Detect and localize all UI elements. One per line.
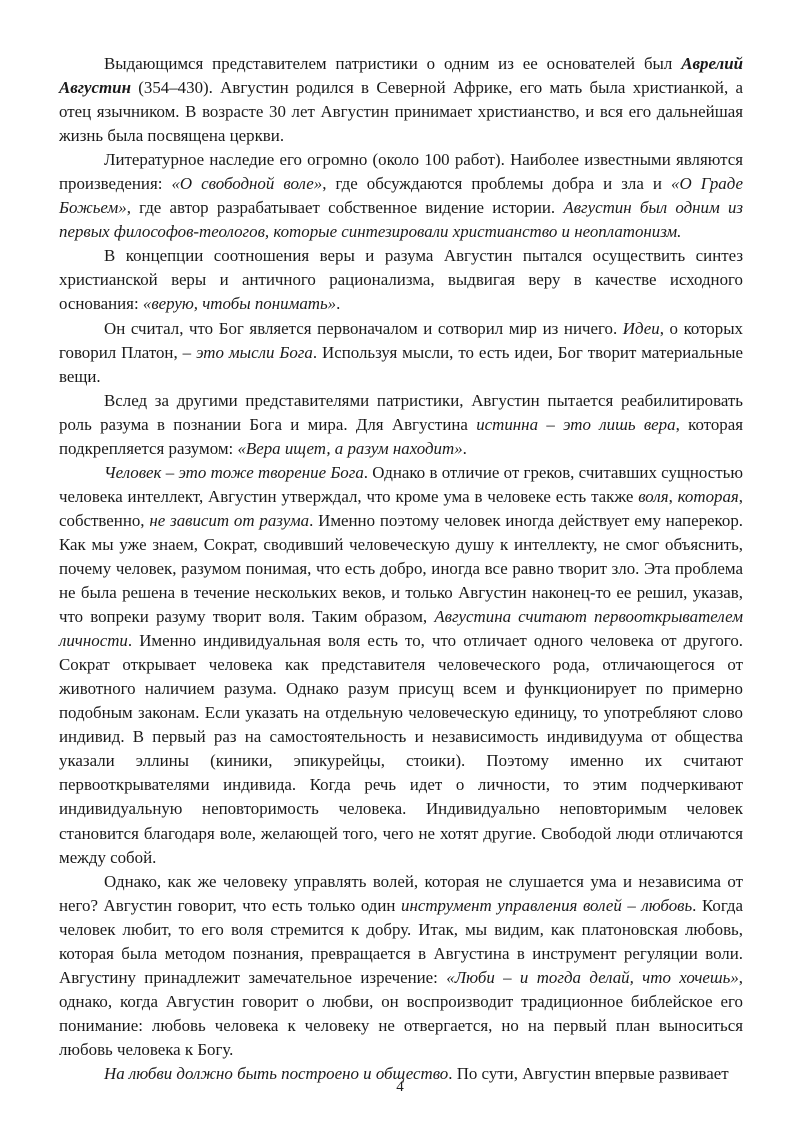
text-run: . Однако в отличие от греков, считавших сущностью человека интеллект, Августин утверждал, что кроме ума в человеке есть также [59,462,743,506]
text-run: Выдающимся представителем патристики о одним из ее основателей был [104,54,682,73]
text-run: , которая подкрепляется разумом: [59,414,743,458]
text-run: Он считал, что Бог является первоначалом и сотворил мир из ничего. [104,318,623,338]
text-run: . Когда человек любит, то его воля стремится к добру. Итак, мы видим, как платоновская любовь, которая была методом познания, превращается в Августина в инструмент регуляции воли. Августину принадлежит замечательное изречение: [59,895,744,987]
text-run: В концепции соотношения веры и разума Августин пытался осуществить синтез христианской веры и античного рационализма, выдвигая веру в качестве исходного основания: [59,246,743,314]
text-run: , где автор разрабатывает собственное видение истории. [126,198,564,218]
text-run: На любви должно быть построено и общество [104,1063,449,1083]
text-run: . [462,438,467,458]
text-run: Августин был одним из первых философов-теологов, которые синтезировали христианство и неоплатонизм. [59,198,743,242]
text-run: «Люби – и тогда делай, что хочешь» [446,967,739,987]
text-run: . По сути, Августин впервые развивает [448,1063,729,1083]
text-run: не зависит от разума [149,510,310,530]
text-run: инструмент управления волей – любовь [401,895,693,915]
text-run: Вслед за другими представителями патристики, Августин пытается реабилитировать роль разума в познании Бога и мира. Для Августина [59,390,743,434]
text-run: «О Граде Божьем» [59,174,743,218]
text-run: . [336,294,341,314]
text-run: «О свободной воле» [171,174,323,194]
text-run: истинна – это лишь вера [476,414,676,434]
text-run: . Используя мысли, то есть идеи, Бог творит материальные вещи. [59,342,743,386]
paragraph [59,870,743,1062]
paragraph [59,389,743,461]
paragraph [59,244,743,316]
text-run: Аврелий Августин [59,54,743,98]
paragraph [59,52,743,148]
paragraph [59,461,743,870]
text-run: Однако, как же человеку управлять волей, которая не слушается ума и независима от него? Августин говорит, что есть только один [59,871,743,915]
text-run: «верую, чтобы понимать» [142,294,337,314]
text-run: , однако, когда Августин говорит о любви, он воспроизводит традиционное библейское его понимание: любовь человека к человеку не отвергается, но на первый план выноситься любовь человека к Богу. [59,967,744,1059]
text-run: Человек – это тоже творение Бога [104,462,364,482]
text-run: Августина считают первооткрывателем личности [59,607,744,651]
text-run: Литературное наследие его огромно (около 100 работ). Наиболее известными являются произведения: [59,150,743,194]
text-run: это мысли Бога [196,342,313,362]
text-run: . Именно индивидуальная воля есть то, что отличает одного человека от другого. Сократ открывает человека как представителя человеческого рода, отличающегося от животного наличием разума. Однако разум присущ всем и функционирует по примерно подобным законам. Если указать на отдельную человеческую единицу, то употребляют слово индивид. В первый раз на самостоятельность и независимость индивидуума от общества указали эллины (киники, эпикурейцы, стоики). Поэтому именно их считают первооткрывателями индивида. Когда речь идет о личности, то этим подчеркивают индивидуальную неповторимость человека. Индивидуально неповторимым человек становится благодаря воле, желающей того, чего не хотят другие. Свободой люди отличаются между собой. [59,631,743,867]
document-body [59,52,743,1086]
text-run: , где обсуждаются проблемы добра и зла и [322,174,671,194]
text-run: Идеи [622,318,660,338]
text-run: , о которых говорил Платон, – [59,318,743,362]
text-run: , собственно, [59,486,743,530]
text-run: , [668,486,678,506]
text-run: «Вера ищет, а разум находит» [237,438,463,458]
text-run: (354–430). Августин родился в Северной Африке, его мать была христианкой, а отец язычником. В возрасте 30 лет Августин принимает христианство, и вся его дальнейшая жизнь была посвящена церкви. [59,78,743,146]
text-run: . Именно поэтому человек иногда действует ему наперекор. Как мы уже знаем, Сократ, сводивший человеческую душу к интеллекту, не смог объяснить, почему человек, разумом понимая, что есть добро, иногда все равно творит зло. Эта проблема не была решена в течение нескольких веков, и только Августин наконец-то ее решил, указав, что вопреки разуму творит воля. Таким образом, [59,510,743,627]
page-number: 4 [396,1079,404,1095]
text-run: воля [638,486,669,506]
paragraph [59,317,743,389]
text-run: которая [677,486,739,506]
paragraph [59,148,743,244]
